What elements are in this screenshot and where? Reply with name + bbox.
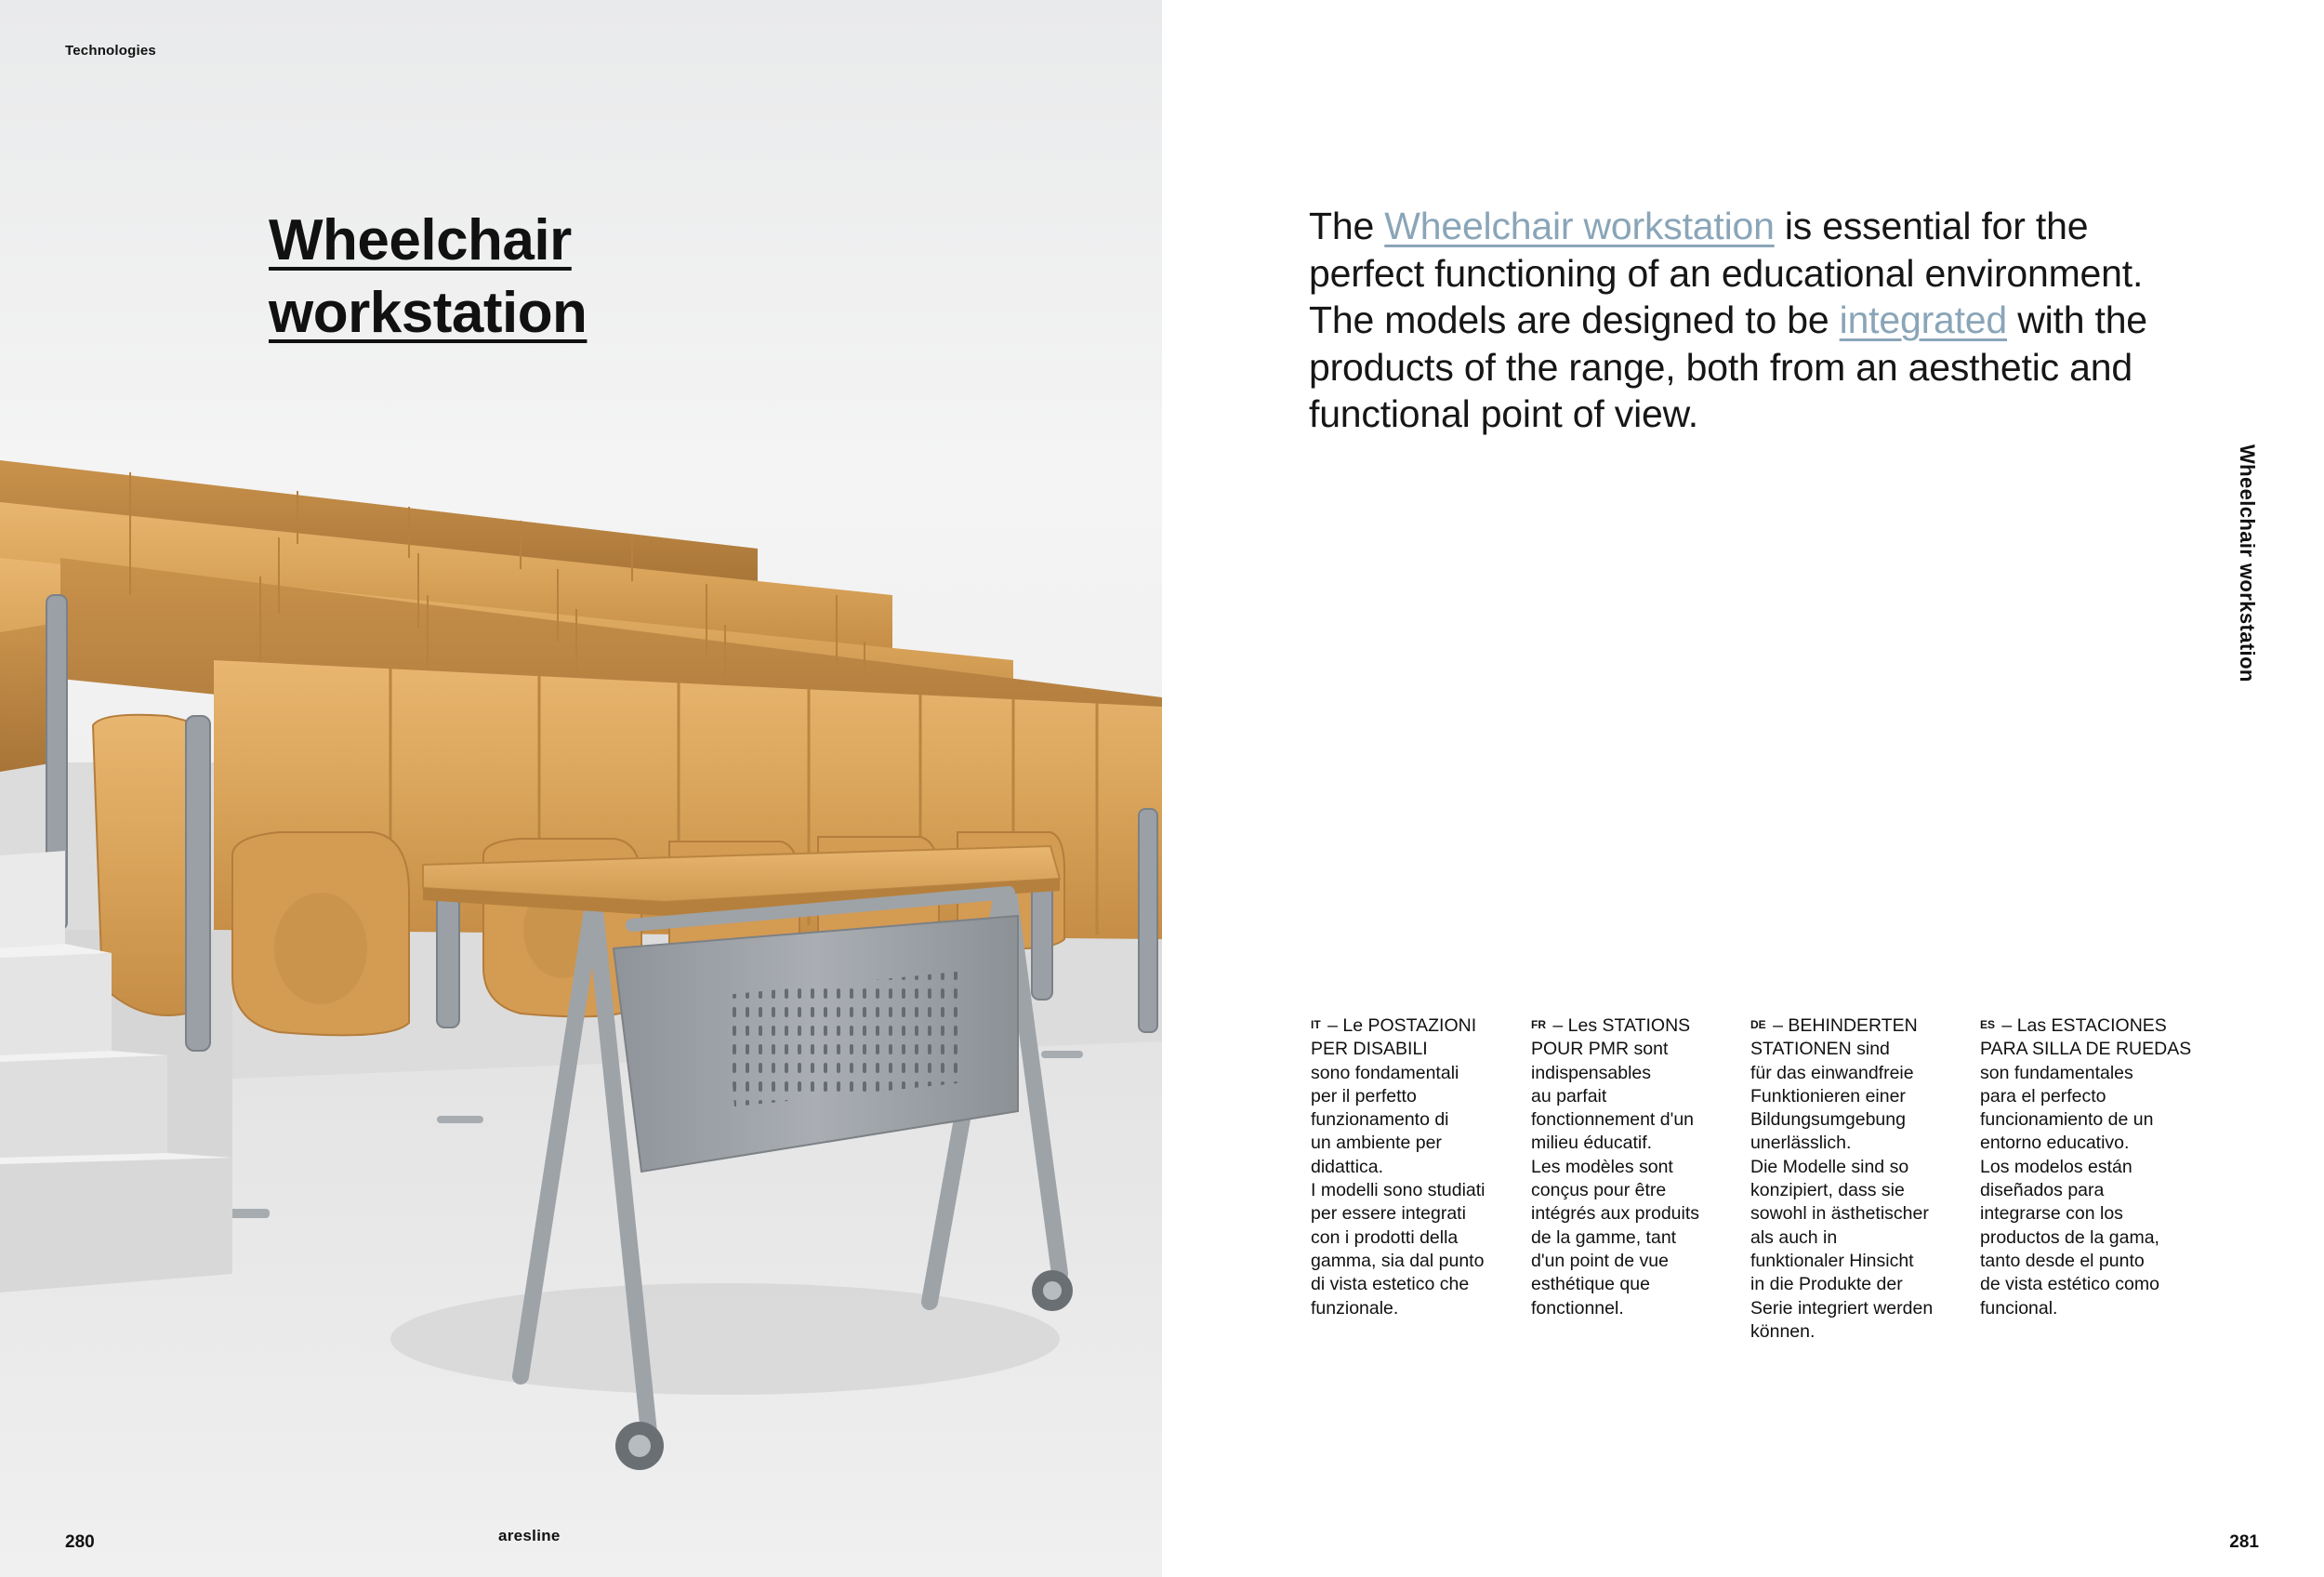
page-title-line-2: workstation xyxy=(269,281,588,345)
column-line: para el perfecto xyxy=(1980,1085,2106,1107)
page-number-left: 280 xyxy=(65,1532,95,1552)
column-line: de vista estético como xyxy=(1980,1274,2159,1295)
column-es xyxy=(1980,1014,2203,1320)
column-line: productos de la gama, xyxy=(1980,1226,2159,1248)
column-line: intégrés aux produits xyxy=(1531,1203,1700,1225)
page-title-line-1: Wheelchair xyxy=(269,208,572,272)
column-line: FR – Les STATIONS xyxy=(1531,1015,1691,1036)
column-line: indispensables xyxy=(1531,1062,1652,1083)
section-label: Technologies xyxy=(65,43,156,59)
column-line: per essere integrati xyxy=(1311,1203,1466,1225)
column-line: Bildungsumgebung xyxy=(1750,1109,1906,1131)
column-line: IT – Le POSTAZIONI xyxy=(1311,1015,1477,1036)
language-code: FR xyxy=(1531,1018,1546,1031)
column-line: für das einwandfreie xyxy=(1750,1062,1914,1083)
page-number-right: 281 xyxy=(2229,1532,2259,1552)
column-line: ES – Las ESTACIONES xyxy=(1980,1015,2167,1036)
column-line: sowohl in ästhetischer xyxy=(1750,1203,1929,1225)
column-it xyxy=(1311,1014,1534,1320)
column-line: didattica. xyxy=(1311,1156,1384,1177)
column-line: Serie integriert werden xyxy=(1750,1297,1934,1319)
column-line: con i prodotti della xyxy=(1311,1226,1459,1248)
intro-text: is essential for the perfect functioning of an educational environment. xyxy=(1309,205,2144,295)
column-line: de la gamme, tant xyxy=(1531,1226,1677,1248)
column-line: funcionamiento de un xyxy=(1980,1109,2154,1131)
column-line: un ambiente per xyxy=(1311,1133,1442,1154)
column-line: I modelli sono studiati xyxy=(1311,1180,1486,1201)
intro-highlight-integrated: integrated xyxy=(1839,298,2008,341)
column-line: funzionamento di xyxy=(1311,1109,1449,1131)
column-fr xyxy=(1531,1014,1754,1320)
column-line: d'un point de vue xyxy=(1531,1250,1669,1271)
column-line: PER DISABILI xyxy=(1311,1039,1428,1060)
column-line: per il perfetto xyxy=(1311,1085,1417,1107)
column-line: POUR PMR sont xyxy=(1531,1039,1669,1060)
page-title xyxy=(269,205,587,350)
column-line: PARA SILLA DE RUEDAS xyxy=(1980,1039,2192,1060)
language-code: DE xyxy=(1750,1018,1766,1031)
column-line: son fundamentales xyxy=(1980,1062,2133,1083)
column-line: fonctionnement d'un xyxy=(1531,1109,1695,1131)
column-line: gamma, sia dal punto xyxy=(1311,1250,1485,1271)
language-code: ES xyxy=(1980,1018,1996,1031)
right-page xyxy=(1162,0,2324,1577)
column-line: Los modelos están xyxy=(1980,1156,2133,1177)
column-line: als auch in xyxy=(1750,1226,1838,1248)
column-line: integrarse con los xyxy=(1980,1203,2123,1225)
column-de xyxy=(1750,1014,1974,1344)
column-line: funzionale. xyxy=(1311,1297,1399,1319)
column-line: tanto desde el punto xyxy=(1980,1250,2145,1271)
column-line: funktionaler Hinsicht xyxy=(1750,1250,1914,1271)
column-line: au parfait xyxy=(1531,1085,1607,1107)
column-line: esthétique que xyxy=(1531,1274,1650,1295)
side-title-text: Wheelchair workstation xyxy=(2236,444,2259,682)
intro-paragraph xyxy=(1309,203,2164,438)
column-line: in die Produkte der xyxy=(1750,1274,1903,1295)
intro-text: The xyxy=(1309,205,1385,247)
column-line: funcional. xyxy=(1980,1297,2058,1319)
column-line: Die Modelle sind so xyxy=(1750,1156,1909,1177)
column-line: können. xyxy=(1750,1320,1816,1342)
column-line: diseñados para xyxy=(1980,1180,2105,1201)
column-line: STATIONEN sind xyxy=(1750,1039,1890,1060)
intro-highlight-wheelchair-workstation: Wheelchair workstation xyxy=(1384,205,1775,247)
column-line: milieu éducatif. xyxy=(1531,1133,1653,1154)
column-line: Les modèles sont xyxy=(1531,1156,1673,1177)
column-line: entorno educativo. xyxy=(1980,1133,2130,1154)
column-line: Funktionieren einer xyxy=(1750,1085,1906,1107)
column-line: conçus pour être xyxy=(1531,1180,1667,1201)
column-line: sono fondamentali xyxy=(1311,1062,1459,1083)
column-line: unerlässlich. xyxy=(1750,1133,1852,1154)
intro-text: The models are designed to be xyxy=(1309,298,1840,341)
brand-logo: aresline xyxy=(498,1527,561,1544)
column-line: DE – BEHINDERTEN xyxy=(1750,1015,1918,1036)
column-line: konzipiert, dass sie xyxy=(1750,1180,1905,1201)
column-line: di vista estetico che xyxy=(1311,1274,1470,1295)
intro-text: with the products of the range, both from an aesthetic and functional point of view. xyxy=(1309,298,2147,435)
language-code: IT xyxy=(1311,1018,1321,1031)
column-line: fonctionnel. xyxy=(1531,1297,1624,1319)
